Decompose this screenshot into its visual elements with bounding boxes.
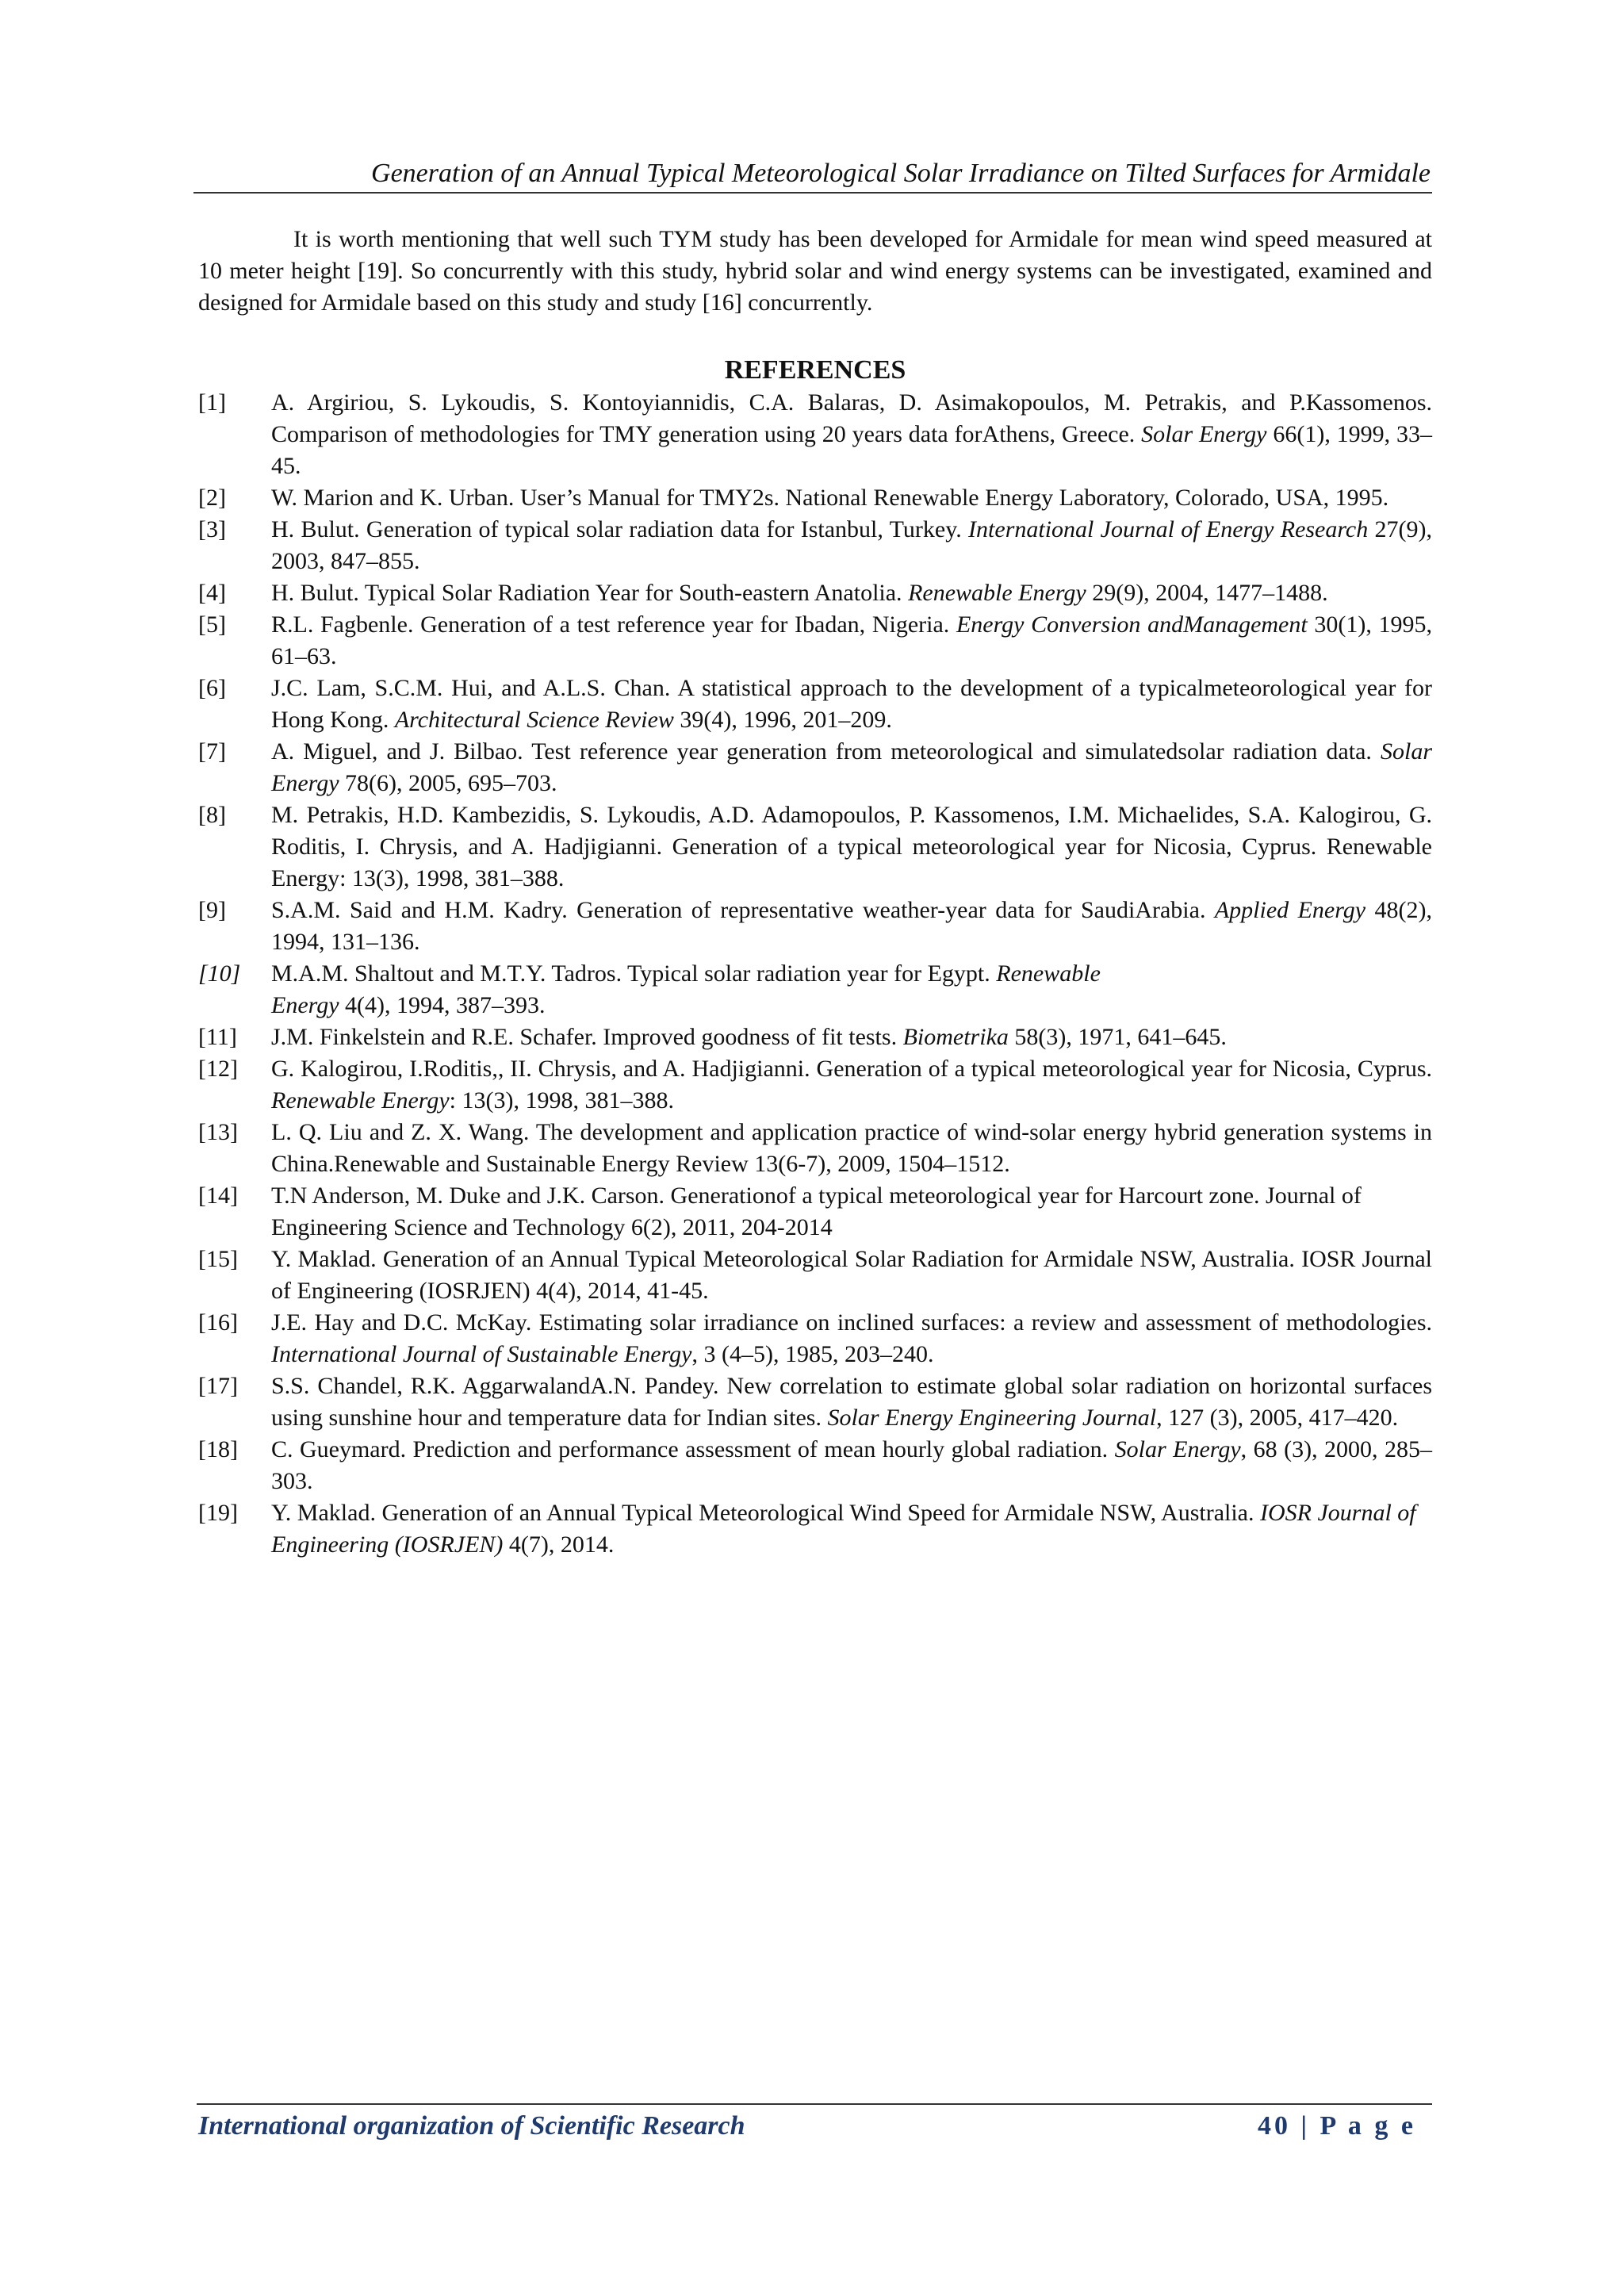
reference-text: R.L. Fagbenle. Generation of a test reference year for Ibadan, Nigeria. Energy Conversion andManagement 30(1), 1995, 61–63. — [271, 611, 1433, 669]
reference-text: J.E. Hay and D.C. McKay. Estimating solar irradiance on inclined surfaces: a review and assessment of methodologies. International Journal of Sustainable Energy, 3 (4–5), 1985, 203–240. — [271, 1309, 1432, 1367]
reference-number: [17] — [198, 1373, 238, 1399]
footer-organization: International organization of Scientific Research — [198, 2111, 745, 2141]
reference-text: H. Bulut. Generation of typical solar radiation data for Istanbul, Turkey. International Journal of Energy Research 27(9), 2003, 847–855. — [271, 516, 1432, 574]
reference-item — [198, 1117, 1432, 1180]
reference-number: [16] — [198, 1309, 238, 1336]
reference-number: [1] — [198, 389, 226, 416]
reference-item — [198, 799, 1432, 895]
reference-number: [10] — [198, 960, 241, 987]
reference-item — [198, 736, 1432, 799]
reference-number: [8] — [198, 802, 226, 828]
reference-text: M.A.M. Shaltout and M.T.Y. Tadros. Typical solar radiation year for Egypt. Renewable Energy 4(4), 1994, 387–393. — [271, 960, 1101, 1018]
reference-text: M. Petrakis, H.D. Kambezidis, S. Lykoudis, A.D. Adamopoulos, P. Kassomenos, I.M. Michaelides, S.A. Kalogirou, G. Roditis, I. Chrysis, and A. Hadjigianni. Generation of a typical meteorological year for Nicosia, Cyprus. Renewable Energy: 13(3), 1998, 381–388. — [271, 802, 1432, 891]
reference-text: H. Bulut. Typical Solar Radiation Year for South-eastern Anatolia. Renewable Energy 29(9), 2004, 1477–1488. — [271, 580, 1328, 606]
reference-item — [198, 1180, 1432, 1244]
reference-item — [198, 609, 1432, 673]
reference-item — [198, 1497, 1432, 1561]
reference-number: [9] — [198, 897, 226, 923]
reference-number: [6] — [198, 675, 226, 701]
reference-text: A. Miguel, and J. Bilbao. Test reference year generation from meteorological and simulatedsolar radiation data. Solar Energy 78(6), 2005, 695–703. — [271, 738, 1432, 796]
reference-number: [12] — [198, 1056, 238, 1082]
reference-item — [198, 673, 1432, 736]
reference-item — [198, 514, 1432, 577]
reference-text: C. Gueymard. Prediction and performance assessment of mean hourly global radiation. Solar Energy, 68 (3), 2000, 285–303. — [271, 1436, 1432, 1494]
reference-number: [3] — [198, 516, 226, 542]
reference-number: [15] — [198, 1246, 238, 1272]
references-list — [198, 387, 1432, 1561]
reference-number: [14] — [198, 1182, 238, 1209]
reference-item — [198, 1022, 1432, 1053]
reference-item — [198, 958, 1432, 1022]
reference-number: [19] — [198, 1500, 238, 1526]
reference-item — [198, 1244, 1432, 1307]
reference-item — [198, 387, 1432, 482]
reference-number: [2] — [198, 485, 226, 511]
reference-text: T.N Anderson, M. Duke and J.K. Carson. Generationof a typical meteorological year for Harcourt zone. Journal of Engineering Science and Technology 6(2), 2011, 204-2014 — [271, 1182, 1362, 1240]
footer-rule — [197, 2103, 1432, 2105]
reference-text: A. Argiriou, S. Lykoudis, S. Kontoyiannidis, C.A. Balaras, D. Asimakopoulos, M. Petrakis, and P.Kassomenos. Comparison of methodologies for TMY generation using 20 years data forAthens, Greece. Solar Energy 66(1), 1999, 33–45. — [271, 389, 1432, 479]
reference-item — [198, 1307, 1432, 1370]
reference-number: [7] — [198, 738, 226, 765]
page-number: 40 | P a g e — [1258, 2111, 1416, 2141]
reference-text: G. Kalogirou, I.Roditis,, II. Chrysis, and A. Hadjigianni. Generation of a typical meteorological year for Nicosia, Cyprus. Renewable Energy: 13(3), 1998, 381–388. — [271, 1056, 1432, 1114]
reference-text: S.S. Chandel, R.K. AggarwalandA.N. Pandey. New correlation to estimate global solar radiation on horizontal surfaces using sunshine hour and temperature data for Indian sites. Solar Energy Engineering Journal, 127 (3), 2005, 417–420. — [271, 1373, 1432, 1431]
reference-text: J.C. Lam, S.C.M. Hui, and A.L.S. Chan. A statistical approach to the development of a typicalmeteorological year for Hong Kong. Architectural Science Review 39(4), 1996, 201–209. — [271, 675, 1432, 733]
reference-item — [198, 895, 1432, 958]
running-header: Generation of an Annual Typical Meteorological Solar Irradiance on Tilted Surfaces for Armidale — [371, 159, 1431, 188]
reference-number: [13] — [198, 1119, 238, 1145]
reference-item — [198, 577, 1432, 609]
reference-item — [198, 1053, 1432, 1117]
intro-text: It is worth mentioning that well such TYM study has been developed for Armidale for mean wind speed measured at 10 meter height [19]. So concurrently with this study, hybrid solar and wind energy systems can be investigated, examined and designed for Armidale based on this study and study [16] concurrently. — [198, 226, 1432, 316]
reference-text: Y. Maklad. Generation of an Annual Typical Meteorological Wind Speed for Armidale NSW, Australia. IOSR Journal of Engineering (IOSRJEN) 4(7), 2014. — [271, 1500, 1416, 1558]
reference-number: [4] — [198, 580, 226, 606]
reference-number: [11] — [198, 1024, 237, 1050]
reference-number: [5] — [198, 611, 226, 638]
reference-text: L. Q. Liu and Z. X. Wang. The development and application practice of wind-solar energy hybrid generation systems in China.Renewable and Sustainable Energy Review 13(6-7), 2009, 1504–1512. — [271, 1119, 1432, 1177]
reference-item — [198, 1370, 1432, 1434]
reference-number: [18] — [198, 1436, 238, 1462]
references-heading: REFERENCES — [724, 355, 906, 385]
reference-text: W. Marion and K. Urban. User’s Manual for TMY2s. National Renewable Energy Laboratory, Colorado, USA, 1995. — [271, 485, 1389, 511]
reference-text: J.M. Finkelstein and R.E. Schafer. Improved goodness of fit tests. Biometrika 58(3), 1971, 641–645. — [271, 1024, 1227, 1050]
reference-item — [198, 482, 1432, 514]
reference-text: Y. Maklad. Generation of an Annual Typical Meteorological Solar Radiation for Armidale NSW, Australia. IOSR Journal of Engineering (IOSRJEN) 4(4), 2014, 41-45. — [271, 1246, 1432, 1304]
reference-text: S.A.M. Said and H.M. Kadry. Generation of representative weather-year data for SaudiArabia. Applied Energy 48(2), 1994, 131–136. — [271, 897, 1433, 955]
header-rule — [193, 192, 1432, 194]
intro-paragraph — [198, 224, 1432, 319]
reference-item — [198, 1434, 1432, 1497]
